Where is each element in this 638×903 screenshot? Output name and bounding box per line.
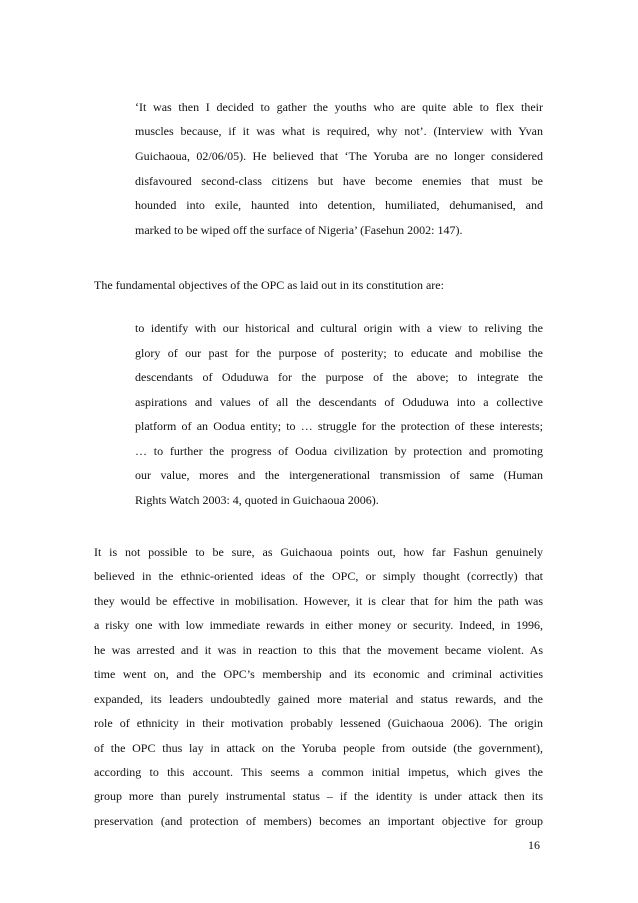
body-line: group more than purely instrumental status – if the identity is under attack then its (94, 789, 543, 803)
body-line: they would be effective in mobilisation. However, it is clear that for him the path was (94, 594, 543, 608)
body-line: according to this account. This seems a common initial impetus, which gives the (94, 765, 543, 779)
body-line: expanded, its leaders undoubtedly gained more material and status rewards, and the (94, 692, 543, 706)
quote-line: glory of our past for the purpose of posterity; to educate and mobilise the (135, 346, 543, 360)
quote-line: Guichaoua, 02/06/05). He believed that ‘The Yoruba are no longer considered (135, 149, 543, 163)
body-line: preservation (and protection of members) becomes an important objective for group (94, 814, 543, 828)
quote-line: disfavoured second-class citizens but have become enemies that must be (135, 174, 543, 188)
body-line: of the OPC thus lay in attack on the Yoruba people from outside (the government), (94, 741, 543, 755)
body-line: he was arrested and it was in reaction to this that the movement became violent. As (94, 643, 543, 657)
quote-line: muscles because, if it was what is required, why not’. (Interview with Yvan (135, 124, 543, 138)
page-number: 16 (528, 838, 540, 852)
quote-line: Rights Watch 2003: 4, quoted in Guichaoua 2006). (135, 493, 379, 507)
quote-line: to identify with our historical and cultural origin with a view to reliving the (135, 321, 543, 335)
quote-line: our value, mores and the intergenerational transmission of same (Human (135, 468, 543, 482)
quote-line: … to further the progress of Oodua civilization by protection and promoting (135, 444, 543, 458)
quote-line: aspirations and values of all the descendants of Oduduwa into a collective (135, 395, 543, 409)
quote-line: hounded into exile, haunted into detention, humiliated, dehumanised, and (135, 198, 543, 212)
quote-line: marked to be wiped off the surface of Nigeria’ (Fasehun 2002: 147). (135, 223, 463, 237)
body-line: role of ethnicity in their motivation probably lessened (Guichaoua 2006). The origin (94, 716, 543, 730)
body-line: believed in the ethnic-oriented ideas of the OPC, or simply thought (correctly) that (94, 569, 543, 583)
quote-line: ‘It was then I decided to gather the youths who are quite able to flex their (135, 100, 543, 114)
body-line: a risky one with low immediate rewards in either money or security. Indeed, in 1996, (94, 618, 543, 632)
body-line: It is not possible to be sure, as Guichaoua points out, how far Fashun genuinely (94, 545, 543, 559)
intro-paragraph: The fundamental objectives of the OPC as laid out in its constitution are: (94, 278, 444, 292)
quote-line: descendants of Oduduwa for the purpose of the above; to integrate the (135, 370, 543, 384)
body-line: time went on, and the OPC’s membership and its economic and criminal activities (94, 667, 543, 681)
quote-line: platform of an Oodua entity; to … struggle for the protection of these interests; (135, 419, 543, 433)
